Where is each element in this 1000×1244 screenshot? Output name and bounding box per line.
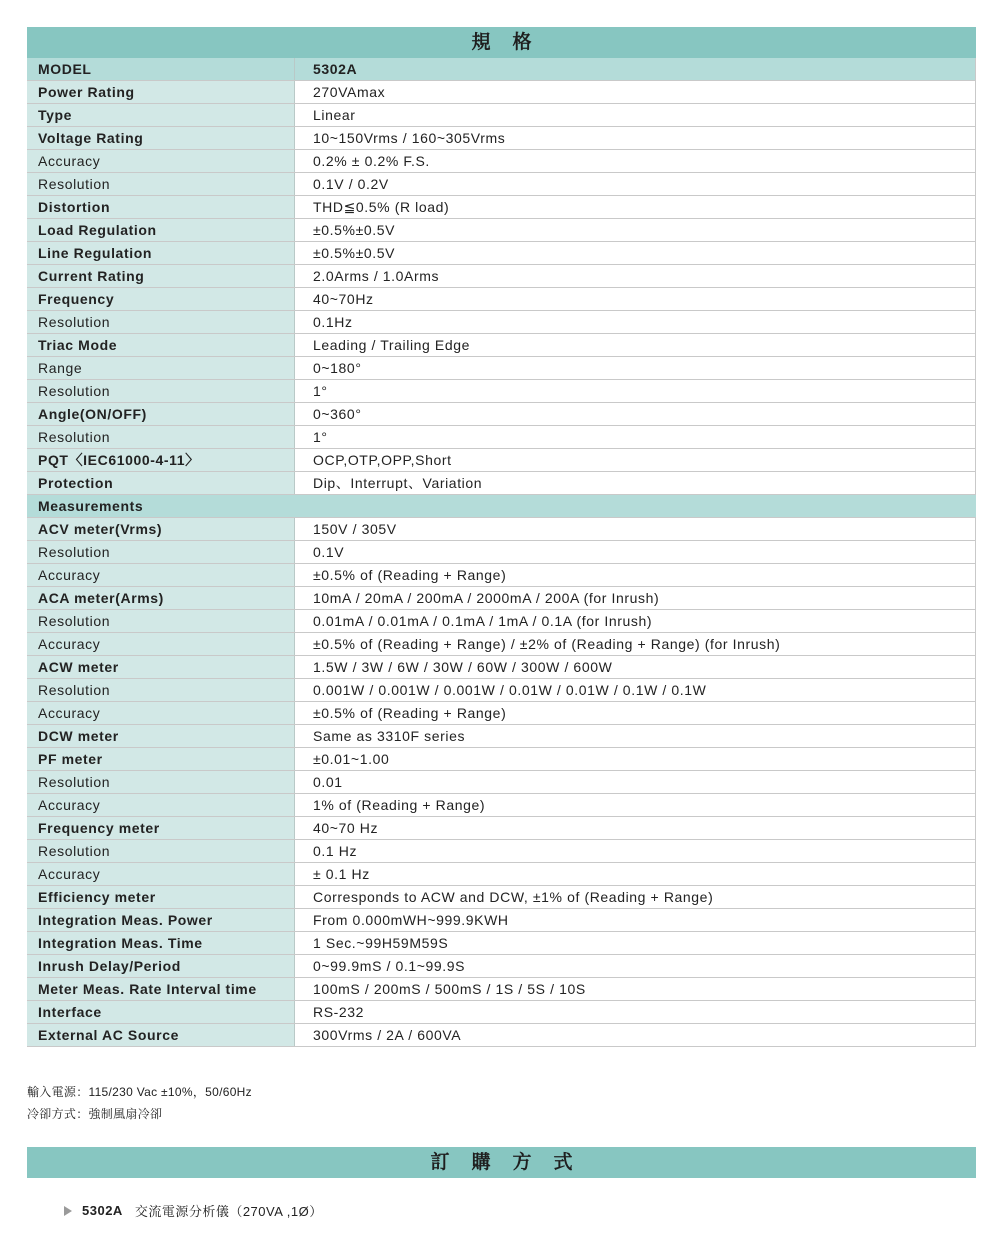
spec-value: From 0.000mWH~999.9KWH xyxy=(295,909,976,932)
spec-label: Accuracy xyxy=(27,564,295,587)
spec-row xyxy=(27,288,976,311)
spec-row xyxy=(27,794,976,817)
order-title-char: 式 xyxy=(553,1152,573,1173)
spec-row xyxy=(27,633,976,656)
spec-label: Interface xyxy=(27,1001,295,1024)
spec-label: Distortion xyxy=(27,196,295,219)
spec-value: 0.2% ± 0.2% F.S. xyxy=(295,150,976,173)
spec-label: Triac Mode xyxy=(27,334,295,357)
spec-row xyxy=(27,978,976,1001)
spec-row xyxy=(27,265,976,288)
spec-value: 270VAmax xyxy=(295,81,976,104)
spec-label: Integration Meas. Time xyxy=(27,932,295,955)
spec-value: OCP,OTP,OPP,Short xyxy=(295,449,976,472)
spec-row xyxy=(27,242,976,265)
spec-value: 100mS / 200mS / 500mS / 1S / 5S / 10S xyxy=(295,978,976,1001)
model-value: 5302A xyxy=(295,58,976,81)
spec-value: Dip、Interrupt、Variation xyxy=(295,472,976,495)
spec-row xyxy=(27,748,976,771)
order-title-char: 方 xyxy=(512,1152,532,1173)
spec-row xyxy=(27,541,976,564)
spec-label: Efficiency meter xyxy=(27,886,295,909)
order-model: 5302A xyxy=(82,1203,123,1218)
spec-row xyxy=(27,127,976,150)
spec-row xyxy=(27,656,976,679)
spec-label: Integration Meas. Power xyxy=(27,909,295,932)
spec-value: 40~70 Hz xyxy=(295,817,976,840)
bullet-triangle-icon xyxy=(64,1206,72,1216)
spec-label: ACA meter(Arms) xyxy=(27,587,295,610)
spec-label: Load Regulation xyxy=(27,219,295,242)
spec-table xyxy=(27,58,976,1047)
spec-label: Frequency meter xyxy=(27,817,295,840)
spec-label: Line Regulation xyxy=(27,242,295,265)
spec-label: Accuracy xyxy=(27,863,295,886)
spec-label: PQT〈IEC61000-4-11〉 xyxy=(27,449,295,472)
spec-value: Linear xyxy=(295,104,976,127)
spec-row xyxy=(27,564,976,587)
spec-value: 1° xyxy=(295,426,976,449)
spec-value: ±0.5%±0.5V xyxy=(295,219,976,242)
spec-label: Resolution xyxy=(27,173,295,196)
spec-label: Inrush Delay/Period xyxy=(27,955,295,978)
spec-row xyxy=(27,403,976,426)
spec-row xyxy=(27,81,976,104)
spec-row xyxy=(27,219,976,242)
spec-value: ±0.5% of (Reading + Range) xyxy=(295,564,976,587)
spec-value: 40~70Hz xyxy=(295,288,976,311)
spec-title-char: 格 xyxy=(512,32,532,53)
measurements-heading: Measurements xyxy=(27,495,976,518)
spec-label: External AC Source xyxy=(27,1024,295,1047)
spec-title-banner xyxy=(27,27,976,58)
spec-row xyxy=(27,932,976,955)
spec-title-char: 規 xyxy=(471,32,491,53)
spec-value: 150V / 305V xyxy=(295,518,976,541)
spec-value: 0~180° xyxy=(295,357,976,380)
measurements-section-row xyxy=(27,495,976,518)
spec-label: Accuracy xyxy=(27,794,295,817)
spec-value: 0.1V xyxy=(295,541,976,564)
spec-label: Resolution xyxy=(27,840,295,863)
spec-row xyxy=(27,104,976,127)
spec-value: Leading / Trailing Edge xyxy=(295,334,976,357)
spec-label: ACV meter(Vrms) xyxy=(27,518,295,541)
spec-row xyxy=(27,840,976,863)
spec-value: 0.1V / 0.2V xyxy=(295,173,976,196)
spec-label: Angle(ON/OFF) xyxy=(27,403,295,426)
spec-value: 1% of (Reading + Range) xyxy=(295,794,976,817)
spec-label: Protection xyxy=(27,472,295,495)
spec-value: Corresponds to ACW and DCW, ±1% of (Reading + Range) xyxy=(295,886,976,909)
spec-row xyxy=(27,771,976,794)
spec-row xyxy=(27,909,976,932)
spec-label: Frequency xyxy=(27,288,295,311)
spec-label: ACW meter xyxy=(27,656,295,679)
spec-row xyxy=(27,886,976,909)
spec-row xyxy=(27,702,976,725)
spec-label: Accuracy xyxy=(27,150,295,173)
model-row xyxy=(27,58,976,81)
spec-label: Resolution xyxy=(27,426,295,449)
spec-value: 1.5W / 3W / 6W / 30W / 60W / 300W / 600W xyxy=(295,656,976,679)
spec-row xyxy=(27,173,976,196)
input-power-note: 輸入電源：115/230 Vac ±10%，50/60Hz xyxy=(27,1085,252,1099)
spec-value: ±0.5% of (Reading + Range) xyxy=(295,702,976,725)
spec-row xyxy=(27,863,976,886)
order-title-char: 訂 xyxy=(430,1152,450,1173)
spec-value: 2.0Arms / 1.0Arms xyxy=(295,265,976,288)
spec-value: ±0.01~1.00 xyxy=(295,748,976,771)
spec-value: 0.1Hz xyxy=(295,311,976,334)
spec-row xyxy=(27,472,976,495)
order-title-banner xyxy=(27,1147,976,1178)
spec-row xyxy=(27,955,976,978)
spec-label: Resolution xyxy=(27,380,295,403)
spec-label: Range xyxy=(27,357,295,380)
cooling-note: 冷卻方式：強制風扇冷卻 xyxy=(27,1107,163,1121)
spec-label: Current Rating xyxy=(27,265,295,288)
spec-label: Meter Meas. Rate Interval time xyxy=(27,978,295,1001)
spec-row xyxy=(27,587,976,610)
order-title-char: 購 xyxy=(471,1152,491,1173)
spec-row xyxy=(27,518,976,541)
spec-row xyxy=(27,1024,976,1047)
spec-label: DCW meter xyxy=(27,725,295,748)
spec-label: Power Rating xyxy=(27,81,295,104)
spec-value: 0.01mA / 0.01mA / 0.1mA / 1mA / 0.1A (for Inrush) xyxy=(295,610,976,633)
spec-row xyxy=(27,150,976,173)
spec-value: 0~99.9mS / 0.1~99.9S xyxy=(295,955,976,978)
spec-label: Voltage Rating xyxy=(27,127,295,150)
spec-value: 1 Sec.~99H59M59S xyxy=(295,932,976,955)
spec-value: 0~360° xyxy=(295,403,976,426)
spec-label: PF meter xyxy=(27,748,295,771)
spec-row xyxy=(27,725,976,748)
spec-row xyxy=(27,334,976,357)
model-label: MODEL xyxy=(27,58,295,81)
spec-label: Accuracy xyxy=(27,633,295,656)
spec-row xyxy=(27,426,976,449)
spec-value: 0.001W / 0.001W / 0.001W / 0.01W / 0.01W / 0.1W / 0.1W xyxy=(295,679,976,702)
order-description: 交流電源分析儀（270VA ,1Ø） xyxy=(134,1204,323,1219)
spec-value: 300Vrms / 2A / 600VA xyxy=(295,1024,976,1047)
spec-row xyxy=(27,196,976,219)
spec-value: 10mA / 20mA / 200mA / 2000mA / 200A (for Inrush) xyxy=(295,587,976,610)
spec-value: Same as 3310F series xyxy=(295,725,976,748)
spec-row xyxy=(27,1001,976,1024)
spec-label: Resolution xyxy=(27,771,295,794)
spec-value: ±0.5%±0.5V xyxy=(295,242,976,265)
spec-label: Resolution xyxy=(27,679,295,702)
spec-label: Resolution xyxy=(27,311,295,334)
spec-label: Resolution xyxy=(27,541,295,564)
spec-label: Resolution xyxy=(27,610,295,633)
spec-row xyxy=(27,449,976,472)
spec-value: THD≦0.5% (R load) xyxy=(295,196,976,219)
spec-label: Accuracy xyxy=(27,702,295,725)
spec-row xyxy=(27,380,976,403)
spec-row xyxy=(27,610,976,633)
spec-row xyxy=(27,357,976,380)
order-item xyxy=(64,1201,323,1220)
spec-row xyxy=(27,679,976,702)
spec-row xyxy=(27,311,976,334)
spec-value: 0.1 Hz xyxy=(295,840,976,863)
spec-value: 1° xyxy=(295,380,976,403)
spec-value: 0.01 xyxy=(295,771,976,794)
spec-value: RS-232 xyxy=(295,1001,976,1024)
spec-value: 10~150Vrms / 160~305Vrms xyxy=(295,127,976,150)
spec-label: Type xyxy=(27,104,295,127)
spec-value: ±0.5% of (Reading + Range) / ±2% of (Reading + Range) (for Inrush) xyxy=(295,633,976,656)
spec-value: ± 0.1 Hz xyxy=(295,863,976,886)
spec-row xyxy=(27,817,976,840)
